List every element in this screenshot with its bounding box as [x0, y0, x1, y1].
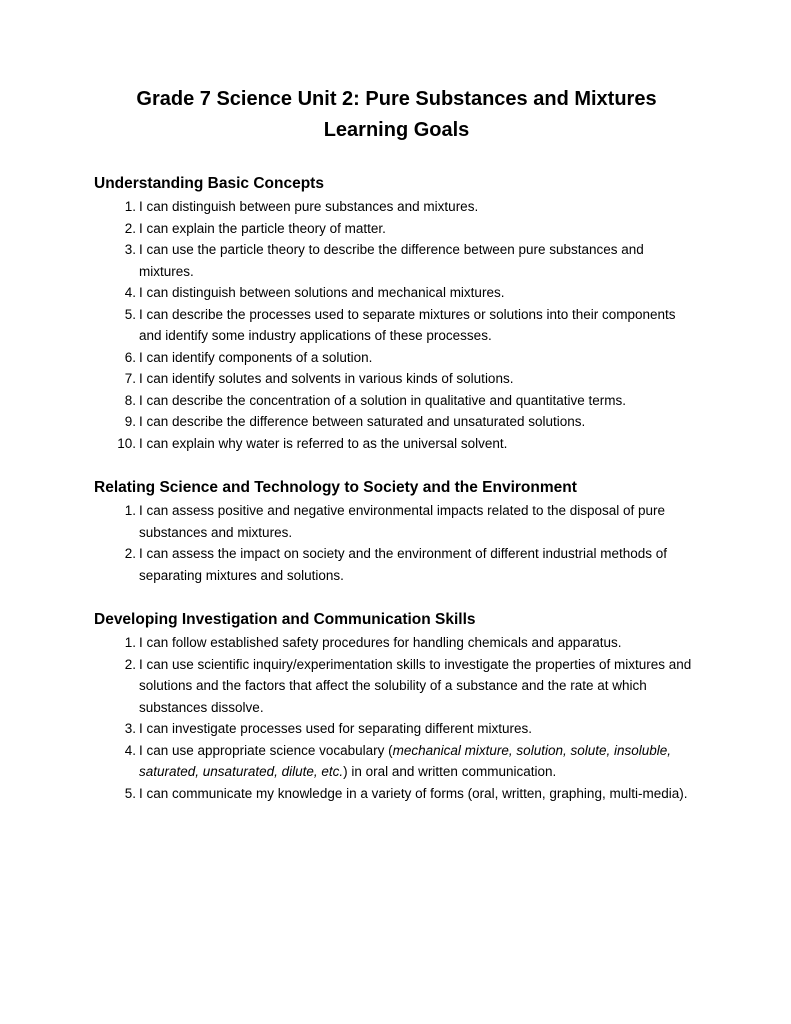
item-text: I can communicate my knowledge in a variety of forms (oral, written, graphing, multi-media).	[139, 785, 688, 801]
list-item	[94, 654, 699, 719]
item-text-italic-vocabulary: mechanical mixture, solution, solute, insoluble, saturated, unsaturated, dilute, etc.	[139, 742, 672, 779]
list-item	[94, 718, 699, 740]
item-number: 9.	[124, 414, 136, 429]
item-text: I can use scientific inquiry/experimentation skills to investigate the properties of mixtures and solutions and the factors that affect the solubility of a substance and the rate at which substances dissolve.	[139, 656, 692, 715]
item-text: I can distinguish between solutions and mechanical mixtures.	[139, 285, 505, 300]
item-text: I can investigate processes used for separating different mixtures.	[139, 721, 532, 736]
item-number: 2.	[124, 546, 136, 561]
item-number: 4.	[124, 742, 136, 758]
item-text: I can identify solutes and solvents in various kinds of solutions.	[139, 371, 514, 386]
list-item	[94, 282, 699, 304]
section-heading: Relating Science and Technology to Society and the Environment	[94, 479, 577, 496]
item-number: 5.	[124, 306, 136, 322]
item-text	[139, 743, 671, 780]
list-item	[94, 543, 699, 586]
item-text-after: ) in oral and written communication.	[343, 764, 557, 779]
item-number: 10.	[117, 435, 136, 451]
item-number: 1.	[124, 635, 136, 650]
item-number: 7.	[124, 371, 136, 386]
goal-list	[94, 500, 699, 586]
section-heading: Understanding Basic Concepts	[94, 175, 324, 192]
section-investigation-communication	[94, 609, 699, 804]
item-text: I can describe the concentration of a solution in qualitative and quantitative terms.	[139, 392, 627, 408]
item-text: I can identify components of a solution.	[139, 349, 373, 365]
list-item	[94, 433, 699, 455]
list-item	[94, 740, 699, 783]
goal-list	[94, 632, 699, 804]
item-number: 4.	[124, 285, 136, 300]
list-item	[94, 390, 699, 412]
list-item	[94, 347, 699, 369]
goal-list	[94, 196, 699, 454]
section-science-technology-society	[94, 477, 699, 586]
item-number: 2.	[124, 656, 136, 672]
document-title	[94, 84, 699, 146]
item-text: I can assess positive and negative environmental impacts related to the disposal of pure substances and mixtures.	[139, 503, 666, 540]
section-understanding-basic-concepts	[94, 173, 699, 454]
title-line-2: Learning Goals	[323, 119, 470, 141]
title-line-1: Grade 7 Science Unit 2: Pure Substances and Mixtures	[136, 88, 657, 110]
item-number: 1.	[124, 503, 136, 518]
list-item	[94, 304, 699, 347]
item-text: I can describe the difference between saturated and unsaturated solutions.	[139, 414, 586, 429]
item-number: 2.	[124, 220, 136, 236]
item-number: 6.	[124, 349, 136, 365]
item-number: 1.	[124, 199, 136, 214]
item-text-before: I can use appropriate science vocabulary (	[139, 742, 393, 758]
list-item	[94, 368, 699, 390]
item-text: I can use the particle theory to describe the difference between pure substances and mixtures.	[139, 242, 644, 279]
item-number: 3.	[124, 242, 136, 257]
item-number: 5.	[124, 785, 136, 801]
item-number: 8.	[124, 392, 136, 408]
list-item	[94, 411, 699, 433]
item-text: I can distinguish between pure substances and mixtures.	[139, 199, 479, 214]
section-heading: Developing Investigation and Communication Skills	[94, 611, 476, 628]
item-text: I can follow established safety procedures for handling chemicals and apparatus.	[139, 635, 622, 650]
list-item	[94, 783, 699, 805]
list-item	[94, 239, 699, 282]
list-item	[94, 632, 699, 654]
item-number: 3.	[124, 721, 136, 736]
list-item	[94, 500, 699, 543]
item-text: I can assess the impact on society and the environment of different industrial methods of separating mixtures and solutions.	[139, 546, 668, 583]
list-item	[94, 196, 699, 218]
item-text: I can explain why water is referred to as the universal solvent.	[139, 435, 508, 451]
item-text: I can explain the particle theory of matter.	[139, 220, 386, 236]
list-item	[94, 218, 699, 240]
item-text: I can describe the processes used to separate mixtures or solutions into their components and identify some industry applications of these processes.	[139, 306, 676, 343]
